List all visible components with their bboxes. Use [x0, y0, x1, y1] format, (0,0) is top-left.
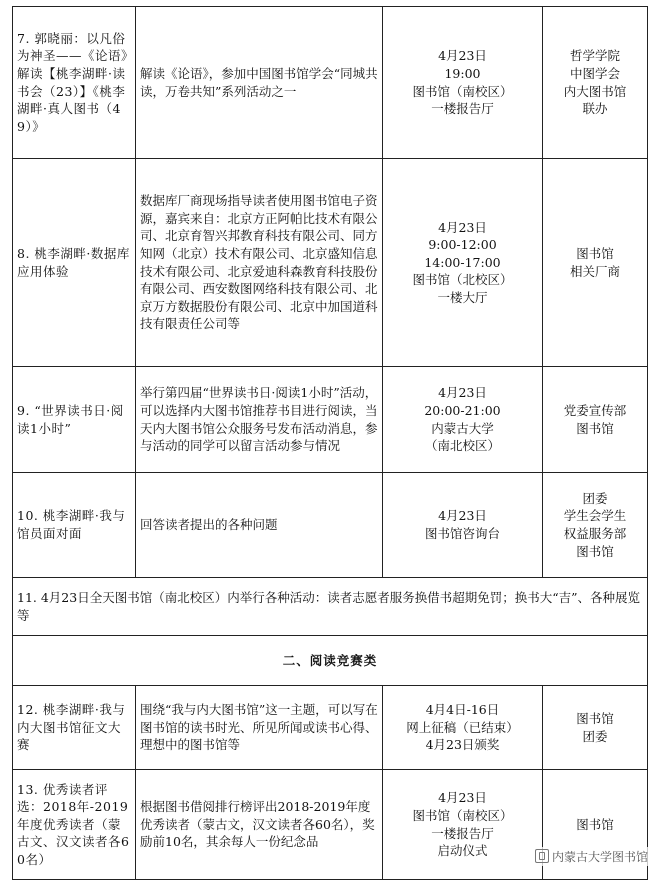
event-time-place: 4月23日 图书馆咨询台: [383, 473, 543, 578]
event-time-place: 4月23日 20:00-21:00 内蒙古大学 （南北校区）: [383, 367, 543, 473]
watermark-text: 内蒙古大学图书馆: [551, 850, 648, 864]
table-row: [13, 686, 648, 770]
event-name: 9. “世界读书日·阅读1小时”: [13, 367, 136, 473]
event-organizer: 团委 学生会学生 权益服务部 图书馆: [543, 473, 648, 578]
section-row: [13, 636, 648, 686]
event-time-place: 4月23日 19:00 图书馆（南校区） 一楼报告厅: [383, 7, 543, 159]
events-table: [12, 6, 648, 880]
event-name: 7. 郭晓丽：以凡俗为神圣——《论语》解读【桃李湖畔·读书会（23）】《桃李湖畔·真人图书（49）》: [13, 7, 136, 159]
event-name: 13. 优秀读者评选：2018年-2019年度优秀读者（蒙古文、汉文读者各60名）: [13, 770, 136, 880]
event-name: 8. 桃李湖畔·数据库应用体验: [13, 159, 136, 367]
event-organizer: 图书馆 团委: [543, 686, 648, 770]
event-description: 回答读者提出的各种问题: [136, 473, 383, 578]
table-row: [13, 159, 648, 367]
table-row: [13, 473, 648, 578]
full-width-note: 11. 4月23日全天图书馆（南北校区）内举行各种活动：读者志愿者服务换借书超期免罚；换书大“吉”、各种展览等: [13, 578, 648, 636]
event-time-place: 4月23日 9:00-12:00 14:00-17:00 图书馆（北校区） 一楼大厅: [383, 159, 543, 367]
event-description: 根据图书借阅排行榜评出2018-2019年度优秀读者（蒙古文，汉文读者各60名），奖励前10名，其余每人一份纪念品: [136, 770, 383, 880]
event-time-place: 4月23日 图书馆（南校区） 一楼报告厅 启动仪式: [383, 770, 543, 880]
event-time-place: 4月4日-16日 网上征稿（已结束） 4月23日颁奖: [383, 686, 543, 770]
event-description: 围绕“我与内大图书馆”这一主题，可以写在图书馆的读书时光、所见所闻或读书心得、理想中的图书馆等: [136, 686, 383, 770]
wechat-icon: [535, 849, 549, 863]
event-description: 解读《论语》，参加中国图书馆学会“同城共读，万卷共知”系列活动之一: [136, 7, 383, 159]
event-name: 12. 桃李湖畔·我与内大图书馆征文大赛: [13, 686, 136, 770]
table-row: [13, 578, 648, 636]
event-description: 举行第四届“世界读书日·阅读1小时”活动，可以选择内大图书馆推荐书目进行阅读，当天内大图书馆公众服务号发布活动消息，参与活动的同学可以留言活动参与情况: [136, 367, 383, 473]
section-title: 二、阅读竞赛类: [13, 636, 648, 686]
event-name: 10. 桃李湖畔·我与馆员面对面: [13, 473, 136, 578]
event-organizer: 图书馆: [543, 770, 648, 880]
event-description: 数据库厂商现场指导读者使用图书馆电子资源，嘉宾来自：北京方正阿帕比技术有限公司、北京育智兴邦教育科技有限公司、同方知网（北京）技术有限公司、北京盛知信息技术有限公司、北京爱迪科森教育科技股份有限公司、西安数图网络科技有限公司、北京万方数据股份有限公司、北京中加国道科技有限责任公司等: [136, 159, 383, 367]
table-row: [13, 7, 648, 159]
table-row: [13, 367, 648, 473]
event-organizer: 党委宣传部 图书馆: [543, 367, 648, 473]
watermark: [531, 847, 652, 866]
event-organizer: 图书馆 相关厂商: [543, 159, 648, 367]
event-organizer: 哲学学院 中图学会 内大图书馆 联办: [543, 7, 648, 159]
